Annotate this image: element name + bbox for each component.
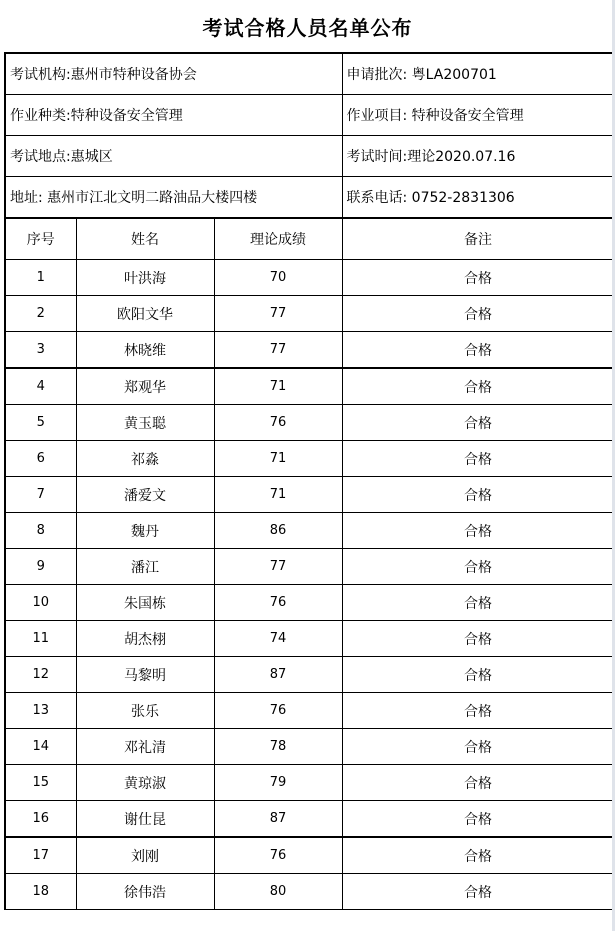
- cell-score: 74: [214, 621, 342, 657]
- table-row: [5, 332, 614, 369]
- cell-name: 魏丹: [76, 513, 214, 549]
- cell-name: 林晓维: [76, 332, 214, 369]
- cell-no: 5: [5, 405, 76, 441]
- cell-no: 6: [5, 441, 76, 477]
- cell-score: 77: [214, 296, 342, 332]
- column-header-name: 姓名: [76, 219, 214, 260]
- cell-no: 8: [5, 513, 76, 549]
- cell-name: 徐伟浩: [76, 874, 214, 910]
- cell-note: 合格: [342, 368, 614, 405]
- cell-no: 10: [5, 585, 76, 621]
- cell-note: 合格: [342, 513, 614, 549]
- cell-name: 郑观华: [76, 368, 214, 405]
- table-row: [5, 837, 614, 874]
- cell-note: 合格: [342, 296, 614, 332]
- cell-name: 谢仕昆: [76, 801, 214, 838]
- cell-name: 黄玉聪: [76, 405, 214, 441]
- table-row: [5, 874, 614, 910]
- cell-score: 78: [214, 729, 342, 765]
- table-row: [5, 585, 614, 621]
- cell-note: 合格: [342, 441, 614, 477]
- cell-name: 潘爱文: [76, 477, 214, 513]
- cell-score: 70: [214, 260, 342, 296]
- cell-score: 77: [214, 332, 342, 369]
- page-title: 考试合格人员名单公布: [202, 15, 413, 40]
- column-header-note: 备注: [342, 219, 614, 260]
- cell-score: 77: [214, 549, 342, 585]
- cell-no: 13: [5, 693, 76, 729]
- cell-no: 16: [5, 801, 76, 838]
- cell-name: 祁淼: [76, 441, 214, 477]
- cell-no: 4: [5, 368, 76, 405]
- cell-name: 马黎明: [76, 657, 214, 693]
- results-sheet: [4, 52, 614, 931]
- cell-no: 1: [5, 260, 76, 296]
- cell-score: 87: [214, 657, 342, 693]
- info-row: [5, 136, 614, 177]
- exam-info-table: [4, 52, 614, 218]
- table-row: [5, 368, 614, 405]
- cell-score: 80: [214, 874, 342, 910]
- exam-location: 考试地点:惠城区: [5, 136, 342, 177]
- exam-time: 考试时间:理论2020.07.16: [342, 136, 614, 177]
- cell-score: 79: [214, 765, 342, 801]
- column-header-score: 理论成绩: [214, 219, 342, 260]
- info-row: [5, 95, 614, 136]
- cell-name: 欧阳文华: [76, 296, 214, 332]
- cell-no: 17: [5, 837, 76, 874]
- cell-score: 71: [214, 441, 342, 477]
- cell-name: 潘江: [76, 549, 214, 585]
- work-category: 作业种类:特种设备安全管理: [5, 95, 342, 136]
- cell-note: 合格: [342, 549, 614, 585]
- cell-note: 合格: [342, 405, 614, 441]
- cell-name: 胡杰栩: [76, 621, 214, 657]
- cell-note: 合格: [342, 477, 614, 513]
- cell-note: 合格: [342, 837, 614, 874]
- table-row: [5, 549, 614, 585]
- table-row: [5, 765, 614, 801]
- cell-name: 叶洪海: [76, 260, 214, 296]
- exam-org: 考试机构:惠州市特种设备协会: [5, 53, 342, 95]
- table-header: [5, 219, 614, 260]
- cell-name: 张乐: [76, 693, 214, 729]
- cell-score: 86: [214, 513, 342, 549]
- cell-no: 7: [5, 477, 76, 513]
- cell-note: 合格: [342, 874, 614, 910]
- results-table: [4, 218, 614, 910]
- cell-no: 18: [5, 874, 76, 910]
- cell-score: 71: [214, 477, 342, 513]
- contact-phone: 联系电话: 0752-2831306: [342, 177, 614, 218]
- cell-no: 3: [5, 332, 76, 369]
- cell-name: 朱国栋: [76, 585, 214, 621]
- cell-note: 合格: [342, 657, 614, 693]
- cell-name: 刘刚: [76, 837, 214, 874]
- cell-score: 76: [214, 585, 342, 621]
- column-header-no: 序号: [5, 219, 76, 260]
- table-row: [5, 729, 614, 765]
- table-row: [5, 477, 614, 513]
- cell-name: 邓礼清: [76, 729, 214, 765]
- cell-no: 14: [5, 729, 76, 765]
- cell-score: 87: [214, 801, 342, 838]
- cell-no: 11: [5, 621, 76, 657]
- cell-score: 76: [214, 405, 342, 441]
- table-row: [5, 801, 614, 838]
- table-row: [5, 296, 614, 332]
- table-row: [5, 513, 614, 549]
- cell-note: 合格: [342, 585, 614, 621]
- cell-score: 76: [214, 693, 342, 729]
- table-row: [5, 260, 614, 296]
- cell-no: 15: [5, 765, 76, 801]
- cell-note: 合格: [342, 693, 614, 729]
- cell-note: 合格: [342, 765, 614, 801]
- cell-score: 71: [214, 368, 342, 405]
- cell-note: 合格: [342, 332, 614, 369]
- work-item: 作业项目: 特种设备安全管理: [342, 95, 614, 136]
- info-row: [5, 177, 614, 218]
- address: 地址: 惠州市江北文明二路油品大楼四楼: [5, 177, 342, 218]
- table-row: [5, 441, 614, 477]
- cell-note: 合格: [342, 260, 614, 296]
- exam-batch: 申请批次: 粤LA200701: [342, 53, 614, 95]
- table-row: [5, 693, 614, 729]
- cell-note: 合格: [342, 729, 614, 765]
- cell-no: 12: [5, 657, 76, 693]
- cell-note: 合格: [342, 621, 614, 657]
- table-row: [5, 621, 614, 657]
- cell-no: 9: [5, 549, 76, 585]
- table-row: [5, 405, 614, 441]
- cell-score: 76: [214, 837, 342, 874]
- info-row: [5, 53, 614, 95]
- cell-no: 2: [5, 296, 76, 332]
- table-row: [5, 657, 614, 693]
- cell-note: 合格: [342, 801, 614, 838]
- cell-name: 黄琼淑: [76, 765, 214, 801]
